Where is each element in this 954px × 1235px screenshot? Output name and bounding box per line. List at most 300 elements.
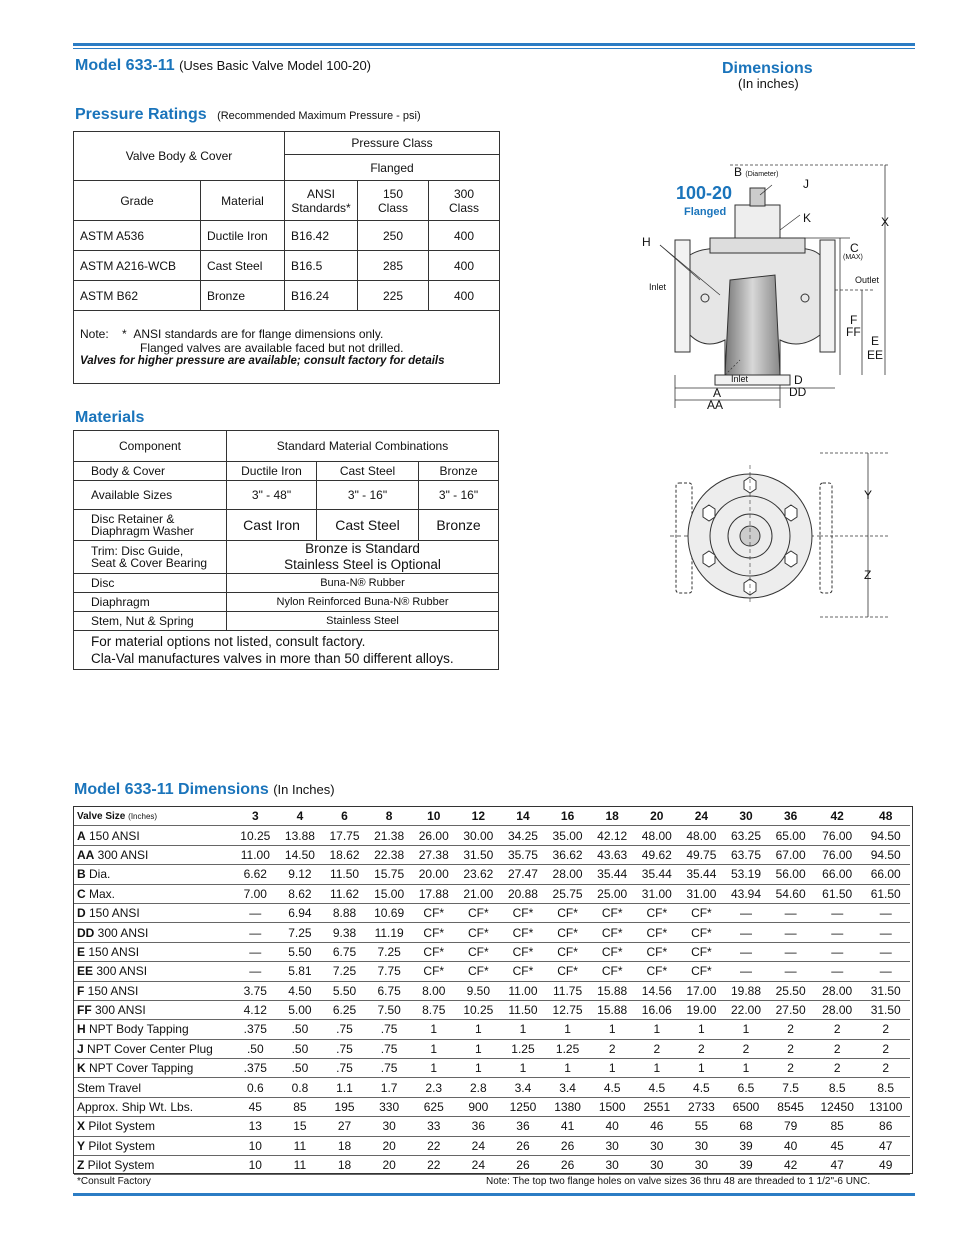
- dimension-value: 19.00: [679, 1000, 724, 1019]
- dimension-value: 5.81: [278, 962, 323, 981]
- pressure-subtitle: (Recommended Maximum Pressure - psi): [217, 110, 421, 122]
- dimension-value: 1: [456, 1020, 501, 1039]
- dimension-desc: Pilot System: [85, 1138, 156, 1153]
- materials-footnote: For material options not listed, consult factory. Cla-Val manufactures valves in more than 50 different alloys.: [74, 631, 499, 670]
- dimension-value: 2: [724, 1039, 769, 1058]
- dimension-value: 28.00: [813, 1000, 862, 1019]
- grade-cell: ASTM A536: [74, 221, 201, 251]
- dimension-value: 26: [545, 1156, 590, 1175]
- table-row: [74, 884, 910, 903]
- dimension-value: 2: [590, 1039, 635, 1058]
- valve-size-col-header: 30: [724, 807, 769, 826]
- dimension-value: —: [233, 962, 278, 981]
- dimension-value: 4.5: [590, 1078, 635, 1097]
- dimension-value: 1: [456, 1059, 501, 1078]
- dimension-value: 8.62: [278, 884, 323, 903]
- bottom-rule: [73, 1193, 915, 1196]
- dimension-value: 2: [861, 1039, 910, 1058]
- label-aa: AA: [707, 398, 724, 412]
- dimension-value: 40: [590, 1117, 635, 1136]
- dimension-value: 36: [456, 1117, 501, 1136]
- label-j: J: [803, 177, 809, 191]
- valve-size-header: Valve Size (Inches): [74, 807, 233, 826]
- dimension-value: 39: [724, 1156, 769, 1175]
- size-cell: 3" - 16": [317, 481, 419, 510]
- table-row: [74, 923, 910, 942]
- dimension-value: 13: [233, 1117, 278, 1136]
- dimension-value: 10: [233, 1156, 278, 1175]
- table-row: [74, 1097, 910, 1116]
- dimension-value: 9.38: [322, 923, 367, 942]
- dimension-value: 45: [813, 1136, 862, 1155]
- label-x: X: [881, 215, 890, 229]
- top-rule-thin: [73, 48, 915, 49]
- valve-body-cover-header: Valve Body & Cover: [74, 132, 285, 181]
- dimension-value: 65.00: [768, 826, 813, 845]
- dimension-value: 22.38: [367, 845, 412, 864]
- label-inlet: Inlet: [649, 282, 667, 292]
- dimension-desc: 150 ANSI: [84, 983, 139, 998]
- dimension-value: 2.3: [411, 1078, 456, 1097]
- dimension-value: 27.47: [501, 865, 546, 884]
- dimension-value: .375: [233, 1059, 278, 1078]
- material-cell: Ductile Iron: [201, 221, 285, 251]
- table-row: [74, 845, 910, 864]
- pressure-class-header: Pressure Class: [285, 132, 500, 155]
- dimension-value: CF*: [456, 903, 501, 922]
- dimension-value: 195: [322, 1097, 367, 1116]
- dims-header-row: [74, 807, 910, 826]
- dimension-value: 2: [634, 1039, 679, 1058]
- dimension-value: 79: [768, 1117, 813, 1136]
- dimension-value: 28.00: [813, 981, 862, 1000]
- material-cell: Bronze: [201, 281, 285, 311]
- dimension-value: 54.60: [768, 884, 813, 903]
- dimension-value: CF*: [590, 903, 635, 922]
- dimension-value: .75: [322, 1020, 367, 1039]
- dimension-value: CF*: [679, 942, 724, 961]
- label-outlet: Outlet: [855, 275, 880, 285]
- dimension-value: 15.88: [590, 1000, 635, 1019]
- dimension-desc: Max.: [85, 886, 116, 901]
- dimension-value: —: [768, 923, 813, 942]
- dimension-value: 3.4: [501, 1078, 546, 1097]
- dimension-value: 2: [679, 1039, 724, 1058]
- valve-front-view-diagram: [670, 445, 890, 625]
- dimension-value: 4.5: [634, 1078, 679, 1097]
- dimension-value: 1: [679, 1059, 724, 1078]
- dimension-label: [74, 1078, 233, 1097]
- dimension-value: 1: [724, 1020, 769, 1039]
- material-cell: Cast Steel: [201, 251, 285, 281]
- dimension-value: 25.00: [590, 884, 635, 903]
- dimension-value: .50: [278, 1020, 323, 1039]
- dimension-value: 76.00: [813, 845, 862, 864]
- dimension-label: [74, 1000, 233, 1019]
- dimension-value: 7.25: [278, 923, 323, 942]
- label-b: B (Diameter): [734, 165, 779, 179]
- size-cell: 3" - 16": [419, 481, 499, 510]
- dimension-desc: Stem Travel: [77, 1080, 142, 1095]
- dimension-value: 1500: [590, 1097, 635, 1116]
- dimension-value: 31.00: [679, 884, 724, 903]
- table-row: [74, 981, 910, 1000]
- dimension-value: 1: [545, 1020, 590, 1039]
- dimension-value: 55: [679, 1117, 724, 1136]
- class300-header: 300 Class: [429, 181, 500, 221]
- dimension-desc: Pilot System: [84, 1158, 155, 1173]
- dimension-value: —: [861, 942, 910, 961]
- dimension-label: [74, 845, 233, 864]
- dimension-value: 1: [411, 1039, 456, 1058]
- material-cell: Bronze: [419, 510, 499, 541]
- dimension-value: 0.6: [233, 1078, 278, 1097]
- dimension-value: CF*: [545, 903, 590, 922]
- dimension-label: [74, 1117, 233, 1136]
- label-c: C: [850, 241, 859, 255]
- dimension-value: 20.00: [411, 865, 456, 884]
- dimension-value: 85: [813, 1117, 862, 1136]
- dimension-value: 11.00: [501, 981, 546, 1000]
- trim-cell: Bronze is Standard Stainless Steel is Optional: [227, 541, 499, 574]
- dimension-value: —: [724, 903, 769, 922]
- dimension-value: 11.62: [322, 884, 367, 903]
- dimension-value: 18: [322, 1156, 367, 1175]
- dimension-value: 22: [411, 1136, 456, 1155]
- dimension-value: 42: [768, 1156, 813, 1175]
- size-cell: 3" - 48": [227, 481, 317, 510]
- dimension-value: 13100: [861, 1097, 910, 1116]
- dimension-value: 4.5: [679, 1078, 724, 1097]
- dimension-desc: 300 ANSI: [91, 1003, 146, 1018]
- dimension-value: 9.50: [456, 981, 501, 1000]
- dimension-value: 2: [768, 1039, 813, 1058]
- material-cell: Ductile Iron: [227, 462, 317, 481]
- dimension-value: 45: [233, 1097, 278, 1116]
- dimension-label: [74, 1136, 233, 1155]
- component-cell: Trim: Disc Guide, Seat & Cover Bearing: [74, 541, 227, 574]
- dimension-value: 18.62: [322, 845, 367, 864]
- dimension-value: 2: [813, 1020, 862, 1039]
- dimension-value: 26: [545, 1136, 590, 1155]
- dimension-value: 8.88: [322, 903, 367, 922]
- dimension-value: 30: [590, 1156, 635, 1175]
- dimension-value: 47: [861, 1136, 910, 1155]
- material-header: Material: [201, 181, 285, 221]
- dimension-value: 12450: [813, 1097, 862, 1116]
- dimension-value: —: [813, 962, 862, 981]
- dimension-desc: 150 ANSI: [85, 906, 140, 921]
- dimension-value: 3.4: [545, 1078, 590, 1097]
- dimensions-title: Dimensions: [722, 60, 813, 77]
- class300-cell: 400: [429, 221, 500, 251]
- component-cell: Available Sizes: [74, 481, 227, 510]
- valve-size-col-header: 24: [679, 807, 724, 826]
- dimension-value: 7.00: [233, 884, 278, 903]
- dimension-desc: Approx. Ship Wt. Lbs.: [77, 1100, 194, 1115]
- dimension-value: 2: [768, 1020, 813, 1039]
- dimension-value: 6.75: [322, 942, 367, 961]
- dimension-desc: Pilot System: [85, 1119, 156, 1134]
- dimension-value: 16.06: [634, 1000, 679, 1019]
- dimension-value: CF*: [590, 923, 635, 942]
- model-subtitle: (Uses Basic Valve Model 100-20): [179, 58, 372, 73]
- dimension-value: —: [861, 962, 910, 981]
- dimension-value: 36.62: [545, 845, 590, 864]
- dimension-value: 1.7: [367, 1078, 412, 1097]
- label-inlet-bottom: Inlet: [731, 374, 749, 384]
- dimension-value: 7.5: [768, 1078, 813, 1097]
- dimension-desc: 300 ANSI: [93, 964, 148, 979]
- dimension-value: 61.50: [861, 884, 910, 903]
- dims-table: [74, 807, 910, 1175]
- dimensions-subtitle: (In inches): [738, 76, 799, 91]
- material-cell: Cast Iron: [227, 510, 317, 541]
- material-cell: Cast Steel: [317, 462, 419, 481]
- dimension-value: CF*: [456, 923, 501, 942]
- dimension-value: 8.5: [861, 1078, 910, 1097]
- dimension-value: 13.88: [278, 826, 323, 845]
- combos-header: Standard Material Combinations: [227, 431, 499, 462]
- dimension-value: .75: [322, 1059, 367, 1078]
- dimension-value: 23.62: [456, 865, 501, 884]
- table-row: [74, 903, 910, 922]
- dimension-value: 34.25: [501, 826, 546, 845]
- table-row: [74, 251, 500, 281]
- dimension-value: 7.50: [367, 1000, 412, 1019]
- diagram-flanged-label: Flanged: [684, 206, 727, 218]
- dimension-value: 1: [724, 1059, 769, 1078]
- dimension-value: 8.75: [411, 1000, 456, 1019]
- dimension-value: 85: [278, 1097, 323, 1116]
- dimension-key: C: [77, 886, 86, 901]
- table-row: [74, 1000, 910, 1019]
- dimension-value: 625: [411, 1097, 456, 1116]
- valve-size-col-header: 42: [813, 807, 862, 826]
- dimension-key: EE: [77, 964, 94, 979]
- component-cell: Disc: [74, 574, 227, 593]
- dimension-value: 31.50: [861, 981, 910, 1000]
- label-ee: EE: [867, 348, 884, 362]
- component-cell: Stem, Nut & Spring: [74, 612, 227, 631]
- dimension-value: 26.00: [411, 826, 456, 845]
- flanged-header: Flanged: [285, 155, 500, 181]
- dimension-value: 1380: [545, 1097, 590, 1116]
- dimension-value: 17.88: [411, 884, 456, 903]
- label-a: A: [713, 386, 722, 400]
- dimension-value: CF*: [501, 903, 546, 922]
- model-title: Model 633-11: [75, 57, 175, 74]
- class150-cell: 250: [358, 221, 429, 251]
- dimension-value: 48.00: [634, 826, 679, 845]
- flange-note: Note: The top two flange holes on valve sizes 36 thru 48 are threaded to 1 1/2"-6 UNC.: [486, 1176, 871, 1187]
- dimension-value: 8.00: [411, 981, 456, 1000]
- dimension-value: —: [233, 903, 278, 922]
- table-row: [74, 865, 910, 884]
- dimension-value: 1.1: [322, 1078, 367, 1097]
- valve-size-col-header: 10: [411, 807, 456, 826]
- dimension-value: 24: [456, 1156, 501, 1175]
- dimension-value: CF*: [545, 923, 590, 942]
- valve-size-col-header: 16: [545, 807, 590, 826]
- dimension-value: .50: [278, 1059, 323, 1078]
- dimension-value: .75: [367, 1059, 412, 1078]
- dimension-value: 15.00: [367, 884, 412, 903]
- dimension-value: 35.44: [634, 865, 679, 884]
- dimension-value: 1: [634, 1020, 679, 1039]
- dimension-value: 11.00: [233, 845, 278, 864]
- dimension-value: CF*: [545, 962, 590, 981]
- dimension-label: [74, 1059, 233, 1078]
- label-d: D: [794, 373, 803, 387]
- table-row: [74, 1156, 910, 1175]
- dimension-value: 4.12: [233, 1000, 278, 1019]
- dimension-value: 5.00: [278, 1000, 323, 1019]
- material-cell: Nylon Reinforced Buna-N® Rubber: [227, 593, 499, 612]
- dimension-value: 2: [813, 1059, 862, 1078]
- table-row: [74, 1078, 910, 1097]
- dimension-value: 28.00: [545, 865, 590, 884]
- dimension-value: 0.8: [278, 1078, 323, 1097]
- dimension-key: D: [77, 906, 86, 921]
- dimension-value: 25.50: [768, 981, 813, 1000]
- dimension-value: CF*: [545, 942, 590, 961]
- table-row: [74, 962, 910, 981]
- dimension-value: 14.56: [634, 981, 679, 1000]
- dimension-value: 10.25: [233, 826, 278, 845]
- dimension-value: 26: [501, 1136, 546, 1155]
- dimension-value: 20: [367, 1136, 412, 1155]
- dimension-value: 30: [679, 1156, 724, 1175]
- dimension-value: 6.62: [233, 865, 278, 884]
- dimension-value: 76.00: [813, 826, 862, 845]
- dimension-value: 1.25: [501, 1039, 546, 1058]
- dimension-value: 66.00: [813, 865, 862, 884]
- table-row: [74, 281, 500, 311]
- dimension-value: 35.44: [679, 865, 724, 884]
- dimension-label: [74, 865, 233, 884]
- dimension-value: CF*: [411, 962, 456, 981]
- dimension-value: 18: [322, 1136, 367, 1155]
- dimension-key: Z: [77, 1158, 85, 1173]
- dimension-value: CF*: [590, 942, 635, 961]
- dimension-value: CF*: [634, 923, 679, 942]
- dimension-value: 2: [861, 1020, 910, 1039]
- dimension-desc: 150 ANSI: [85, 828, 140, 843]
- dimension-value: 7.25: [367, 942, 412, 961]
- table-row: [74, 942, 910, 961]
- dimension-value: 1.25: [545, 1039, 590, 1058]
- label-dd: DD: [789, 385, 807, 399]
- dimension-label: [74, 826, 233, 845]
- dimension-value: 56.00: [768, 865, 813, 884]
- dimension-value: 48.00: [679, 826, 724, 845]
- model-heading: [75, 57, 371, 75]
- dimension-value: 22: [411, 1156, 456, 1175]
- label-ff: FF: [846, 325, 861, 339]
- dimension-value: 1: [634, 1059, 679, 1078]
- dimension-value: 5.50: [278, 942, 323, 961]
- dimension-value: 7.75: [367, 962, 412, 981]
- dimension-value: 31.00: [634, 884, 679, 903]
- dimension-value: 1: [501, 1020, 546, 1039]
- dimension-value: 1250: [501, 1097, 546, 1116]
- class150-header: 150 Class: [358, 181, 429, 221]
- dimension-value: CF*: [501, 923, 546, 942]
- label-e: E: [871, 334, 880, 348]
- dimension-value: .375: [233, 1020, 278, 1039]
- dimension-value: —: [861, 903, 910, 922]
- top-rule: [73, 43, 915, 46]
- dimension-value: 10: [233, 1136, 278, 1155]
- component-cell: Body & Cover: [74, 462, 227, 481]
- dimension-value: 42.12: [590, 826, 635, 845]
- pressure-heading: [75, 106, 421, 124]
- dimension-value: 41: [545, 1117, 590, 1136]
- dimension-desc: NPT Cover Center Plug: [83, 1041, 213, 1056]
- dimension-value: 67.00: [768, 845, 813, 864]
- dimension-value: .75: [367, 1020, 412, 1039]
- dimension-value: —: [724, 942, 769, 961]
- dimension-value: 53.19: [724, 865, 769, 884]
- dimension-value: 49: [861, 1156, 910, 1175]
- dimension-desc: 150 ANSI: [85, 944, 140, 959]
- table-row: [74, 1117, 910, 1136]
- component-cell: Disc Retainer & Diaphragm Washer: [74, 510, 227, 541]
- dimension-value: —: [813, 942, 862, 961]
- dimension-value: 30: [679, 1136, 724, 1155]
- dimension-value: 1: [411, 1059, 456, 1078]
- dimension-value: CF*: [634, 962, 679, 981]
- dimension-label: [74, 1156, 233, 1175]
- ansi-cell: B16.24: [285, 281, 358, 311]
- dimension-value: 61.50: [813, 884, 862, 903]
- pressure-note: Note: * ANSI standards are for flange dimensions only. Flanged valves are available faced but not drilled. Valves for higher pressure are available; consult factory for details: [74, 311, 500, 384]
- dimension-value: 17.75: [322, 826, 367, 845]
- dimension-key: A: [77, 828, 86, 843]
- dimension-label: [74, 903, 233, 922]
- dimension-value: 15.75: [367, 865, 412, 884]
- valve-size-col-header: 36: [768, 807, 813, 826]
- class300-cell: 400: [429, 251, 500, 281]
- dimension-label: [74, 1097, 233, 1116]
- class150-cell: 225: [358, 281, 429, 311]
- dimension-value: 30: [634, 1136, 679, 1155]
- dimension-value: 35.00: [545, 826, 590, 845]
- dimension-value: —: [768, 942, 813, 961]
- dimension-value: 10.25: [456, 1000, 501, 1019]
- dimension-value: 47: [813, 1156, 862, 1175]
- dimension-value: 2: [861, 1059, 910, 1078]
- dimension-value: 2: [768, 1059, 813, 1078]
- dimension-value: 40: [768, 1136, 813, 1155]
- dimension-value: 25.75: [545, 884, 590, 903]
- dimension-value: —: [768, 962, 813, 981]
- dimension-value: CF*: [634, 903, 679, 922]
- dimension-value: 1: [590, 1020, 635, 1039]
- dimension-value: —: [233, 942, 278, 961]
- dimension-value: CF*: [456, 942, 501, 961]
- dimension-value: 43.63: [590, 845, 635, 864]
- class300-cell: 400: [429, 281, 500, 311]
- dimension-value: 9.12: [278, 865, 323, 884]
- dimension-value: 1: [411, 1020, 456, 1039]
- dimension-value: .50: [233, 1039, 278, 1058]
- dimension-value: 49.62: [634, 845, 679, 864]
- dimension-value: .75: [322, 1039, 367, 1058]
- dimension-value: —: [813, 903, 862, 922]
- dimension-value: 26: [501, 1156, 546, 1175]
